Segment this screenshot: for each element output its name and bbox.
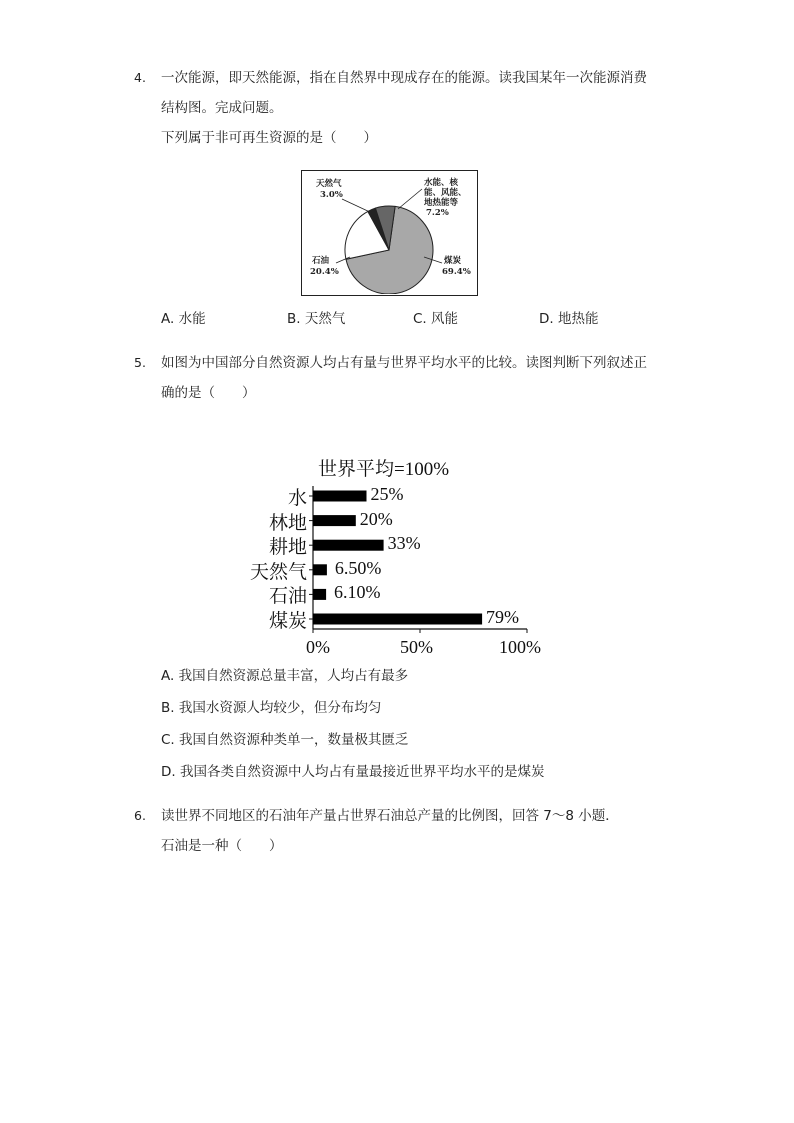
q6-stem-line1: 读世界不同地区的石油年产量占世界石油总产量的比例图，回答 7～8 小题． bbox=[161, 808, 619, 824]
q4-stem-line1: 一次能源，即天然能源，指在自然界中现成存在的能源。读我国某年一次能源消费 bbox=[161, 70, 647, 86]
q4-option-b[interactable]: B. 天然气 bbox=[287, 311, 346, 327]
bar-chart-title: 世界平均=100% bbox=[318, 459, 450, 480]
bar-chart bbox=[230, 452, 570, 667]
pie-label-other-value: 7.2% bbox=[426, 208, 449, 218]
q5-option-c[interactable]: C. 我国自然资源种类单一，数量极其匮乏 bbox=[161, 732, 409, 748]
pie-label-coal-value: 69.4% bbox=[442, 267, 471, 277]
q4-option-a[interactable]: A. 水能 bbox=[161, 311, 206, 327]
bar-5 bbox=[313, 614, 482, 625]
bar-value-label: 20% bbox=[359, 508, 393, 529]
pie-label-oil-value: 20.4% bbox=[310, 267, 339, 277]
bar-3 bbox=[313, 564, 327, 575]
q4-prompt: 下列属于非可再生资源的是（ ） bbox=[161, 130, 377, 146]
bar-category-label: 煤炭 bbox=[268, 610, 307, 632]
bar-2 bbox=[313, 540, 384, 551]
bar-category-label: 石油 bbox=[268, 585, 307, 608]
pie-label-other-name-1: 水能、核 bbox=[424, 178, 459, 188]
q4-option-c[interactable]: C. 风能 bbox=[413, 311, 459, 327]
bar-category-label: 耕地 bbox=[268, 536, 307, 559]
bar-4 bbox=[313, 589, 326, 600]
bar-value-label: 6.50% bbox=[334, 557, 382, 578]
pie-label-coal-name: 煤炭 bbox=[444, 256, 462, 266]
bar-x-tick-label: 100% bbox=[499, 637, 541, 657]
bar-value-label: 6.10% bbox=[334, 582, 381, 603]
q6-prompt: 石油是一种（ ） bbox=[161, 838, 283, 854]
bar-0 bbox=[313, 491, 367, 502]
bar-value-label: 33% bbox=[387, 533, 421, 554]
bar-1 bbox=[313, 515, 356, 526]
pie-label-gas-value: 3.0% bbox=[320, 190, 343, 200]
q4-number: 4. bbox=[134, 70, 146, 85]
bar-value-label: 25% bbox=[370, 484, 404, 504]
q5-option-d[interactable]: D. 我国各类自然资源中人均占有量最接近世界平均水平的是煤炭 bbox=[161, 764, 545, 780]
bar-category-label: 林地 bbox=[268, 511, 307, 534]
bar-value-label: 79% bbox=[486, 607, 520, 627]
q4-stem-line2: 结构图。完成问题。 bbox=[161, 100, 283, 116]
q4-option-d[interactable]: D. 地热能 bbox=[539, 311, 599, 327]
q5-stem-line2: 确的是（ ） bbox=[161, 385, 256, 401]
pie-label-other-name-3: 地热能等 bbox=[424, 198, 459, 208]
pie-label-gas-name: 天然气 bbox=[316, 179, 342, 189]
q5-option-a[interactable]: A. 我国自然资源总量丰富，人均占有最多 bbox=[161, 668, 409, 684]
bar-x-tick-label: 0% bbox=[306, 637, 330, 657]
pie-chart-frame bbox=[301, 170, 478, 296]
pie-leader-gas bbox=[342, 199, 372, 213]
q6-number: 6. bbox=[134, 808, 146, 823]
pie-label-oil-name: 石油 bbox=[312, 256, 330, 266]
pie-leader-other bbox=[398, 189, 422, 209]
q5-option-b[interactable]: B. 我国水资源人均较少，但分布均匀 bbox=[161, 700, 382, 716]
q5-stem-line1: 如图为中国部分自然资源人均占有量与世界平均水平的比较。读图判断下列叙述正 bbox=[161, 355, 647, 371]
bar-category-label: 水 bbox=[287, 487, 307, 509]
bar-x-tick-label: 50% bbox=[400, 637, 433, 657]
q5-number: 5. bbox=[134, 355, 146, 370]
pie-label-other-name-2: 能、风能、 bbox=[424, 188, 467, 198]
bar-category-label: 天然气 bbox=[249, 560, 307, 583]
